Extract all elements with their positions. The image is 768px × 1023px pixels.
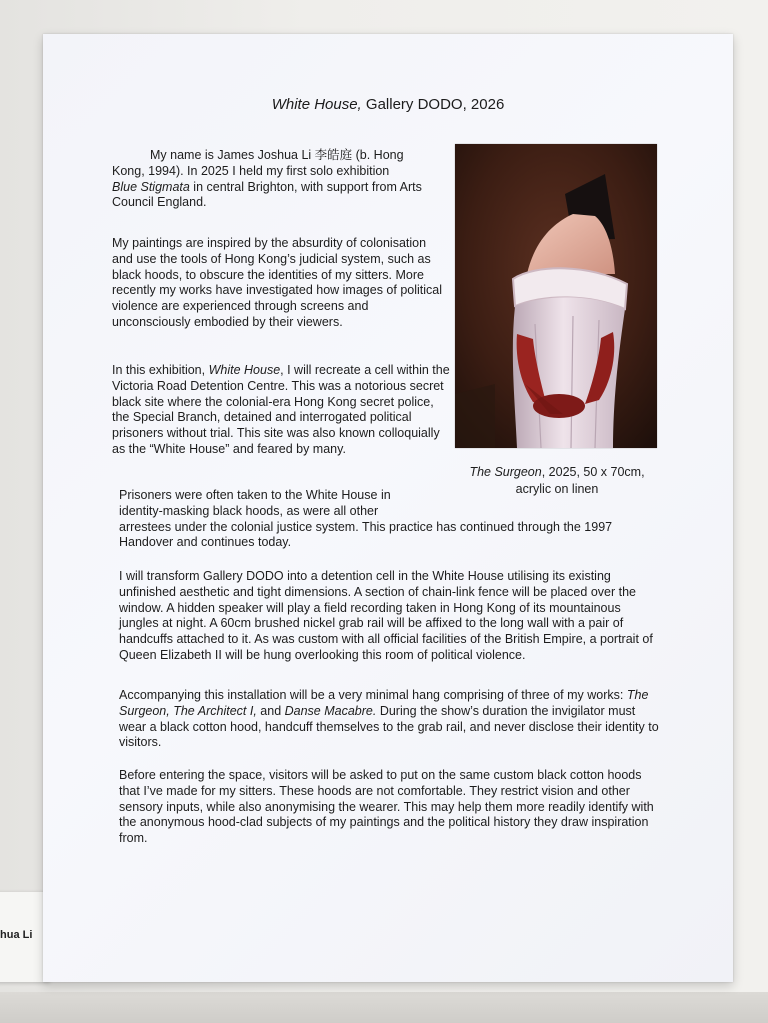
painting-the-surgeon xyxy=(455,144,657,448)
intro-line-2: Kong, 1994). In 2025 I held my first solo exhibition xyxy=(112,163,390,178)
para4-rest: arrestees under the colonial justice system. This practice has continued through the 1997 Handover and continues today. xyxy=(119,519,613,550)
para4-line-1: Prisoners were often taken to the White House in xyxy=(119,488,391,502)
work-title-2: The Architect I, xyxy=(173,703,257,718)
work-title-1: The Surgeon, xyxy=(119,688,649,718)
paragraph-5: I will transform Gallery DODO into a detention cell in the White House utilising its existing unfinished aesthetic and tight dimensions. A section of chain-link fence will be placed over the window. A hidden speaker will play a field recording taken in Hong Kong of its mountainous jungles at night. A 60cm brushed nickel grab rail will be affixed to the long wall with a pair of handcuffs attached to it. As was custom with all official facilities of the British Empire, a portrait of Queen Elizabeth II will be hung overlooking this room of political violence. xyxy=(119,569,653,662)
para6-after: During the show’s duration the invigilator must wear a black cotton hood, handcuff themselves to the grab rail, and never disclose their identity to visitors. xyxy=(119,703,659,750)
adjacent-label-text: hua Li xyxy=(0,929,33,941)
caption-line-2: acrylic on linen xyxy=(515,482,599,496)
paragraph-6 xyxy=(119,688,659,751)
intro-paragraph xyxy=(112,148,450,211)
intro-line-1: My name is James Joshua Li 李皓庭 (b. Hong xyxy=(150,148,404,162)
para3-before: In this exhibition, xyxy=(112,363,209,377)
painting-caption xyxy=(451,464,663,498)
exhibition-text-sheet xyxy=(43,34,733,982)
wall-skirting xyxy=(0,992,768,1023)
work-title-3: Danse Macabre. xyxy=(284,703,377,718)
caption-title: The Surgeon xyxy=(469,465,542,479)
title-rest: Gallery DODO, 2026 xyxy=(361,96,505,113)
intro-rest: in central Brighton, with support from Arts Council England. xyxy=(112,179,422,210)
sheet-title xyxy=(43,96,733,113)
para6-sep-2: and xyxy=(256,703,285,718)
para3-after: , I will recreate a cell within the Victoria Road Detention Centre. This was a notorious secret black site where the colonial-era Hong Kong secret police, the Special Branch, detained and interrogated political prisoners without trial. This site was also known colloquially as the “White House” and feared by many. xyxy=(112,363,450,456)
title-italic: White House, xyxy=(271,96,362,113)
para6-before: Accompanying this installation will be a very minimal hang comprising of three of my works: xyxy=(119,688,627,702)
intro-italic: Blue Stigmata xyxy=(112,179,190,194)
paragraph-3 xyxy=(112,363,450,458)
paragraph-2: My paintings are inspired by the absurdity of colonisation and use the tools of Hong Kong’s judicial system, such as black hoods, to obscure the identities of my sitters. More recently my works have investigated how images of political violence are experienced through screens and unconsciously embodied by their viewers. xyxy=(112,236,443,329)
paragraph-7: Before entering the space, visitors will be asked to put on the same custom black cotton hoods that I’ve made for my sitters. These hoods are not comfortable. They restrict vision and other sensory inputs, while also anonymising the wearer. This may help them more readily identify with the anonymous hood-clad subjects of my paintings and the political history they draw inspiration from. xyxy=(119,768,654,846)
caption-line-1-rest: , 2025, 50 x 70cm, xyxy=(541,465,645,479)
para4-line-2: identity-masking black hoods, as were all other xyxy=(119,503,379,518)
para3-italic: White House xyxy=(208,363,281,377)
